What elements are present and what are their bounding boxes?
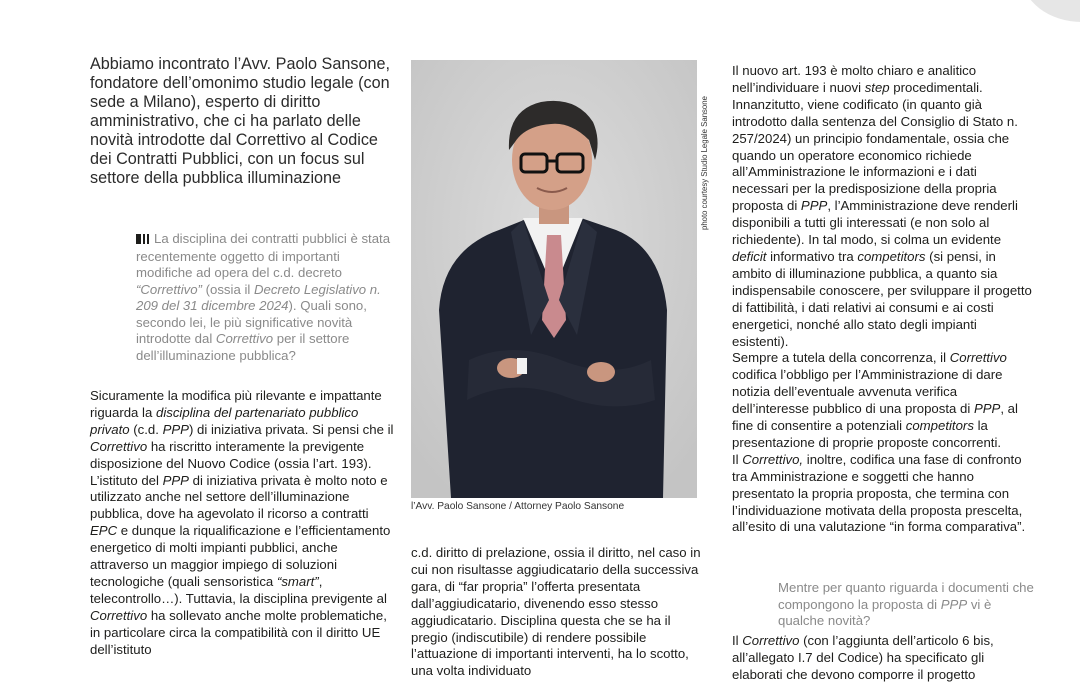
body-text: Sicuramente la modifica più rilevante e impattante riguarda la (90, 388, 382, 420)
body-text: PPP (800, 198, 828, 214)
photo-credit (700, 60, 712, 230)
interview-question-1 (136, 231, 396, 364)
interview-question-2 (778, 580, 1034, 630)
question-text: vi è qualche novità? (778, 596, 992, 628)
corner-decoration (1022, 0, 1080, 22)
portrait-illustration (411, 60, 697, 498)
answer-column-3 (732, 63, 1034, 536)
body-text: , al fine di consentire a potenziali (732, 401, 1018, 434)
photo-credit-text: photo courtesy Studio Legale Sansone (700, 96, 709, 230)
body-text: codifica l’obbligo per l’Amministrazione di dare notizia dell’eventuale avvenuta verifica dell’interesse pubblico di una proposta di (732, 367, 1003, 417)
body-text: EPC (90, 523, 118, 539)
body-text: e dunque la riqualificazione e l’efficientamento energetico di molti impianti pubblici, anche attraverso un maggior impiego di soluzioni tecnologiche (quali sensoristica (90, 523, 391, 589)
body-text: Il (732, 451, 743, 467)
answer-column-3b (732, 633, 1034, 684)
question-text: Mentre per quanto riguarda i documenti che compongono la proposta di (778, 580, 1034, 612)
article-intro: Abbiamo incontrato l’Avv. Paolo Sansone, fondatore dell’omonimo studio legale (con sede a Milano), esperto di diritto amministrativo, che ci ha parlato delle novità introdotte dal Correttivo al Codice dei Contratti Pubblici, con un focus sul settore della pubblica illuminazione (90, 55, 390, 187)
body-text: competitors (857, 248, 926, 264)
question-text: “Correttivo” (136, 281, 202, 297)
body-text: Il nuovo art. 193 è molto chiaro e analitico nell’individuare i nuovi (732, 63, 977, 95)
body-text: di iniziativa privata è molto noto e utilizzato anche nel settore dell’illuminazione pubblica, dove ha agevolato il ricorso a contratti (90, 472, 388, 522)
body-text: la presentazione di proprie proposte concorrenti. (732, 418, 1002, 450)
body-text: procedimentali. Innanzitutto, viene codificato (in quanto già introdotto dalla sentenza del Consiglio di Stato n. 257/2024) un principio fondamentale, ossia che quando un operatore economico richiede all’Amministrazione le informazioni e i dati necessari per la predisposizione della propria proposta di (732, 79, 1018, 214)
body-text: informativo tra (766, 248, 858, 264)
body-text: PPP (973, 401, 1001, 417)
body-text: (si pensi, in ambito di illuminazione pubblica, a quanto sia indispensabile conoscere, per sviluppare il progetto di fattibilità, i dati relativi ai consumi e ai costi energetici, nonché allo stato degli impianti esistenti). (732, 248, 1032, 349)
body-text: (c.d. (129, 421, 163, 437)
body-text: step (864, 79, 890, 95)
body-text: , l’Amministrazione deve renderli disponibili a tutti gli interessati (e non solo al richiedente). In tal modo, si colma un evidente (732, 198, 1018, 248)
question-text: Correttivo (215, 331, 274, 346)
body-text: ha riscritto interamente la previgente disposizione del Nuovo Codice (ossia l’art. 193). L’istituto del (90, 438, 372, 488)
body-text: (con l’aggiunta dell’articolo 6 bis, all’allegato I.7 del Codice) ha specificato gli elaborati che devono comporre il progetto (732, 633, 994, 682)
question-text: PPP (940, 596, 968, 612)
portrait-photo (411, 60, 697, 498)
body-text: disciplina del partenariato pubblico privato (90, 404, 359, 437)
body-text: competitors (905, 418, 974, 434)
question-text: (ossia il (201, 281, 254, 297)
body-text: deficit (732, 248, 767, 264)
question-text: La disciplina dei contratti pubblici è stata recentemente oggetto di importanti modifiche ad opera del c.d. decreto (136, 231, 391, 280)
body-text: “smart” (276, 573, 319, 589)
body-text: PPP (162, 472, 189, 488)
body-text: ) di iniziativa privata. Si pensi che il (188, 421, 394, 437)
body-text: Sempre a tutela della concorrenza, il (732, 350, 950, 366)
body-text: ha sollevato anche molte problematiche, in particolare circa la compatibilità con il diritto UE dell’istituto (90, 607, 387, 657)
body-text: , telecontrollo…). Tuttavia, la disciplina previgente al (90, 573, 387, 606)
answer-column-1 (90, 388, 395, 659)
photo-caption: l’Avv. Paolo Sansone / Attorney Paolo Sansone (411, 501, 625, 512)
answer-column-2: c.d. diritto di prelazione, ossia il diritto, nel caso in cui non risultasse aggiudicatario della successiva gara, di “far propria” l’offerta presentata dall’aggiudicatario, divenendo esso stesso aggiudicatario. Disciplina questa che se ha il pregio (indiscutibile) di rendere possibile l’attuazione di importanti interventi, ha lo scotto, una volta individuato (411, 545, 701, 679)
question-marker-icon (136, 232, 151, 249)
body-text: Correttivo (949, 350, 1007, 366)
body-text: Il (732, 633, 743, 648)
body-text: inoltre, codifica una fase di confronto tra Amministrazione e soggetti che hanno presentato la propria proposta, che termina con l’individuazione motivata della proposta prescelta, all’esito di una valutazione “in forma comparativa”. (732, 451, 1026, 535)
question-text: Decreto Legislativo n. 209 del 31 dicembre 2024 (136, 281, 381, 313)
question-text: ). Quali sono, secondo lei, le più significative novità introdotte dal (136, 298, 367, 346)
body-text: Correttivo, (742, 451, 804, 467)
question-text: per il settore dell’illuminazione pubblica? (136, 331, 350, 363)
body-text: PPP (162, 421, 189, 437)
body-text: Correttivo (90, 438, 148, 454)
body-text: Correttivo (90, 607, 148, 623)
body-text: Correttivo (742, 633, 800, 648)
